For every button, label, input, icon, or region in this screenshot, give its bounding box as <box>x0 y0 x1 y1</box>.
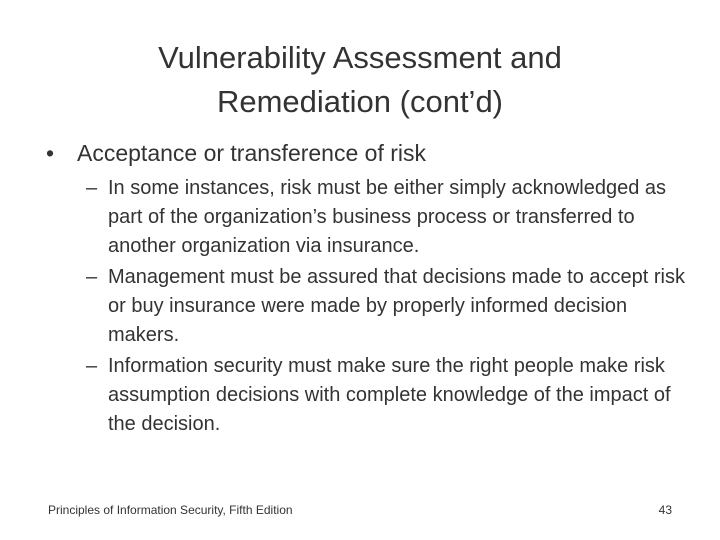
sub-bullet-item <box>86 263 686 350</box>
sub-bullet-list <box>86 174 686 441</box>
sub-bullet-text: Information security must make sure the right people make risk assumption decisions with complete knowledge of the impact of the decision. <box>108 355 671 435</box>
bullet-marker: • <box>46 140 55 166</box>
footer-book-title: Principles of Information Security, Fifth Edition <box>48 503 293 517</box>
sub-bullet-marker: – <box>86 355 98 377</box>
bullet-item <box>46 137 686 169</box>
page-number: 43 <box>658 503 672 517</box>
sub-bullet-text: Management must be assured that decisions made to accept risk or buy insurance were made by properly informed decision makers. <box>108 266 685 346</box>
sub-bullet-item <box>86 352 686 439</box>
slide-title-line-2: Remediation (cont’d) <box>216 84 504 119</box>
slide-title-line-1: Vulnerability Assessment and <box>158 40 562 75</box>
sub-bullet-item <box>86 174 686 261</box>
slide-title <box>0 36 720 124</box>
sub-bullet-text: In some instances, risk must be either simply acknowledged as part of the organization’s business process or transferred to another organization via insurance. <box>108 177 667 257</box>
bullet-text: Acceptance or transference of risk <box>77 140 426 166</box>
sub-bullet-marker: – <box>86 266 98 288</box>
sub-bullet-marker: – <box>86 177 98 199</box>
